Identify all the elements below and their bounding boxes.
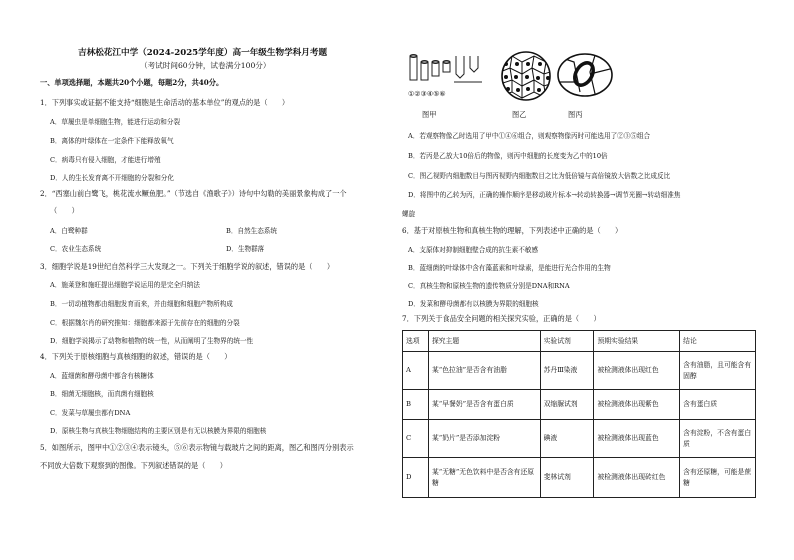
table-cell: 含有油脂，且可能含有固醇	[680, 352, 756, 390]
table-header-cell: 预期实验结果	[594, 331, 680, 352]
table-cell: 斐林试剂	[540, 458, 594, 498]
q5-option-d[interactable]: D．将图中的乙转为丙，正确的操作顺序是移动玻片标本→转动转换器→调节光圈→转动细准焦	[408, 191, 681, 199]
question-5-stem: 5．如图所示，图甲中①②③④表示镜头，⑤⑥表示物镜与载玻片之间的距离，图乙和图丙分别表示	[40, 443, 354, 452]
figure-jia-label: 图甲	[422, 110, 437, 119]
section-heading: 一、单项选择题，本题共20个小题，每题2分，共40分。	[40, 78, 224, 87]
table-cell: 被检测液体出现砖红色	[594, 458, 680, 498]
q1-option-b[interactable]: B．离体的叶绿体在一定条件下能释放氧气	[50, 137, 174, 145]
q3-option-c[interactable]: C．根据魏尔肖的研究推知：细胞都来源于先前存在的细胞的分裂	[50, 319, 240, 327]
figure-jia-numbers: ①②③④⑤⑥	[408, 90, 446, 98]
question-5-stem-cont: 不同放大倍数下观察到的图像。下列叙述错误的是（ ）	[40, 461, 227, 470]
q6-option-d[interactable]: D．发菜和酵母菌都有以核膜为界限的细胞核	[408, 300, 539, 308]
table-cell: 含有还原糖，可能是蔗糖	[680, 458, 756, 498]
table-header-row	[403, 331, 756, 352]
q3-option-a[interactable]: A．施莱登和施旺提出细胞学说运用的是完全归纳法	[50, 281, 200, 289]
table-cell: 某“奶片”是否添加淀粉	[428, 420, 540, 458]
q1-option-d[interactable]: D．人的生长发育离不开细胞的分裂和分化	[50, 174, 174, 182]
figure-yi-label: 图乙	[512, 110, 527, 119]
q2-option-d[interactable]: D．生物群落	[226, 245, 265, 253]
table-cell: 被检测液体出现红色	[594, 352, 680, 390]
question-7-stem: 7．下列关于食品安全问题的相关探究实验，正确的是（ ）	[402, 314, 601, 323]
table-cell: 某“早餐奶”是否含有蛋白质	[428, 390, 540, 420]
table-cell: 某“色拉油”是否含有油脂	[428, 352, 540, 390]
exam-subtitle: （考试时间60分钟，试卷满分100分）	[140, 61, 271, 70]
figure-yi-cells	[500, 50, 552, 102]
table-cell: 被检测液体出现紫色	[594, 390, 680, 420]
q5-option-d-cont: 螺旋	[402, 210, 416, 218]
q6-option-b[interactable]: B．蓝细菌的叶绿体中含有藻蓝素和叶绿素，是能进行光合作用的生物	[408, 264, 611, 272]
table-cell: C	[403, 420, 429, 458]
q4-option-d[interactable]: D．原核生物与真核生物细胞结构的主要区别是有无以核膜为界限的细胞核	[50, 427, 267, 435]
table-header-cell: 探究主题	[428, 331, 540, 352]
table-cell: A	[403, 352, 429, 390]
q2-option-c[interactable]: C．农业生态系统	[50, 245, 102, 253]
table-cell: B	[403, 390, 429, 420]
table-cell: D	[403, 458, 429, 498]
q4-option-a[interactable]: A．蓝细菌和酵母菌中都含有核糖体	[50, 372, 154, 380]
q4-option-c[interactable]: C．发菜与草履虫都有DNA	[50, 409, 131, 417]
q4-option-b[interactable]: B．细菌无细胞核，而真菌有细胞核	[50, 390, 154, 398]
table-header-cell: 选项	[403, 331, 429, 352]
table-cell: 某“无糖”无色饮料中是否含有还原糖	[428, 458, 540, 498]
q3-option-b[interactable]: B．一切动植物都由细胞发育而来，并由细胞和细胞产物所构成	[50, 300, 233, 308]
table-header-cell: 实验试剂	[540, 331, 594, 352]
table-header-cell: 结论	[680, 331, 756, 352]
q5-option-b[interactable]: B．若丙是乙放大10倍后的物像，则丙中细胞的长度变为乙中的10倍	[408, 152, 608, 160]
figure-bing-cells	[556, 52, 614, 98]
table-cell: 含有蛋白质	[680, 390, 756, 420]
q1-option-c[interactable]: C．病毒只有侵入细胞，才能进行增殖	[50, 156, 161, 164]
question-6-stem: 6．基于对原核生物和真核生物的理解，下列表述中正确的是（ ）	[402, 226, 623, 235]
figure-jia-lenses	[408, 52, 498, 88]
table-cell: 含有淀粉，不含有蛋白质	[680, 420, 756, 458]
question-2-stem-cont: （ ）	[50, 206, 79, 215]
exam-title: 吉林松花江中学（2024-2025学年度）高一年级生物学科月考题	[78, 48, 328, 58]
q7-table	[402, 330, 756, 498]
q3-option-d[interactable]: D．细胞学说揭示了动物和植物的统一性，从而阐明了生物界的统一性	[50, 337, 254, 345]
question-4-stem: 4．下列关于原核细胞与真核细胞的叙述，错误的是（ ）	[40, 352, 232, 361]
q1-option-a[interactable]: A．草履虫是单细胞生物，能进行运动和分裂	[50, 118, 181, 126]
q5-option-c[interactable]: C．图乙视野内细胞数目与图丙视野内细胞数目之比为低倍镜与高倍镜放大倍数之比成反比	[408, 172, 671, 180]
q6-option-a[interactable]: A．支原体对抑制细胞壁合成的抗生素不敏感	[408, 246, 539, 254]
q6-option-c[interactable]: C．真核生物和原核生物的遗传物质分别是DNA和RNA	[408, 282, 570, 290]
q2-option-a[interactable]: A．白鹭种群	[50, 227, 88, 235]
table-cell: 被检测液体出现蓝色	[594, 420, 680, 458]
q2-option-b[interactable]: B．自然生态系统	[226, 227, 278, 235]
question-1-stem: 1．下列事实或证据不能支持“细胞是生命活动的基本单位”的观点的是（ ）	[40, 98, 290, 107]
table-cell: 苏丹Ⅲ染液	[540, 352, 594, 390]
table-row	[403, 458, 756, 498]
q5-option-a[interactable]: A．若观察物像乙时选用了甲中①④⑥组合，则观察物像丙时可能选用了②③⑤组合	[408, 132, 651, 140]
question-3-stem: 3．细胞学说是19世纪自然科学三大发现之一。下列关于细胞学说的叙述，错误的是（ ）	[40, 262, 335, 271]
table-cell: 双缩脲试剂	[540, 390, 594, 420]
table-cell: 碘液	[540, 420, 594, 458]
table-row	[403, 390, 756, 420]
question-2-stem: 2．“西塞山前白鹭飞，桃花流水鳜鱼肥。”（节选自《渔歌子》）诗句中勾勒的美丽景象构成了一个	[40, 189, 347, 198]
table-row	[403, 352, 756, 390]
figure-bing-label: 图丙	[568, 110, 583, 119]
table-row	[403, 420, 756, 458]
